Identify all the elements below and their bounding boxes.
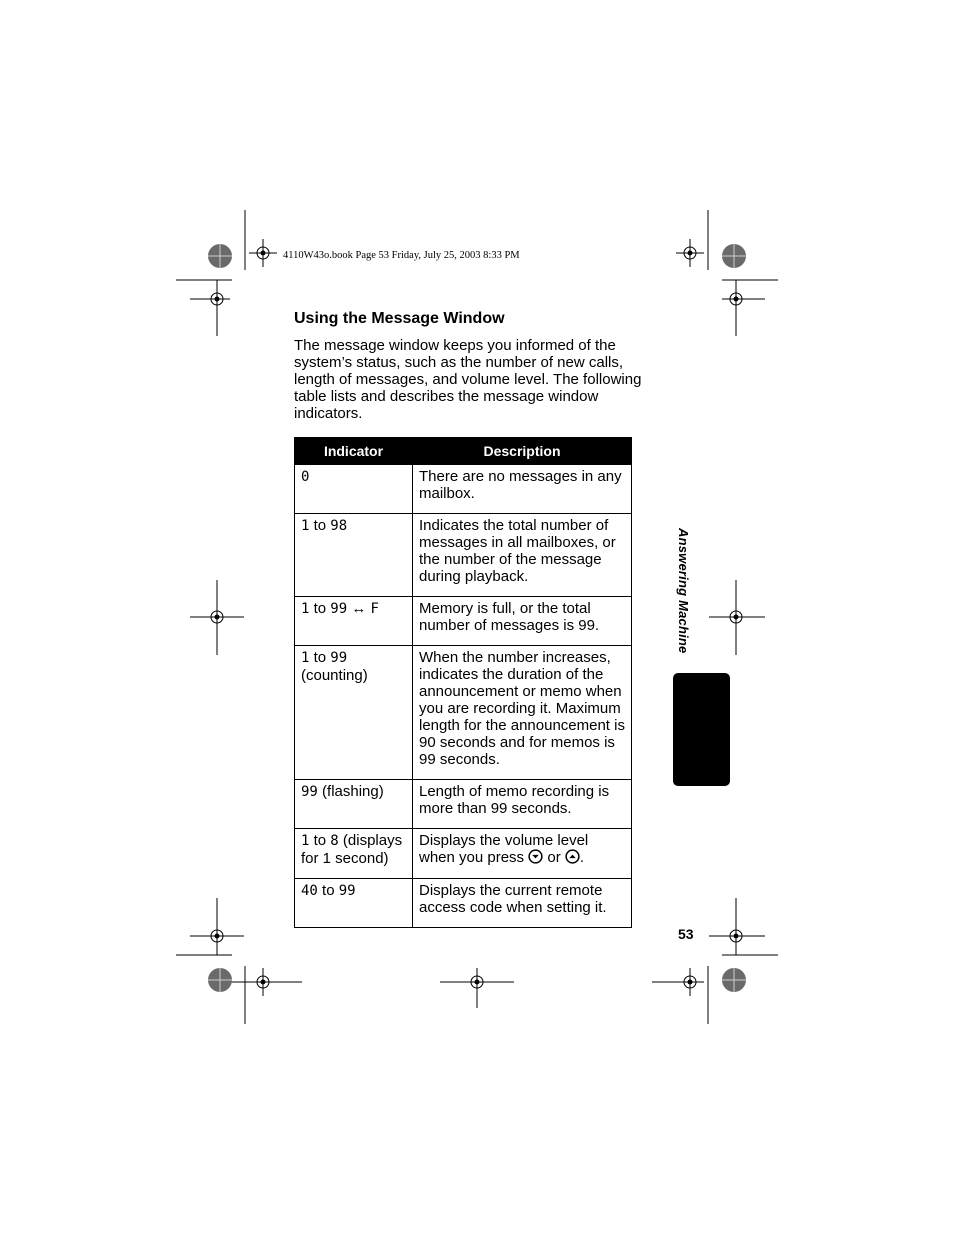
display-digits: 99 — [301, 784, 318, 800]
indicator-text: (flashing) — [317, 783, 384, 800]
display-digits: 99 — [330, 601, 348, 617]
description-cell: There are no messages in any mailbox. — [413, 465, 632, 514]
side-tab-label: Answering Machine — [676, 528, 691, 654]
indicator-text: to — [309, 517, 331, 534]
description-cell: Memory is full, or the total number of messages is 99. — [413, 597, 632, 646]
description-column-header: Description — [413, 438, 632, 465]
color-target-icon — [208, 244, 746, 992]
print-header: 4110W43o.book Page 53 Friday, July 25, 2003 8:33 PM — [283, 250, 520, 261]
indicator-text: (displays for 1 second) — [301, 832, 403, 867]
display-digits: 8 — [330, 833, 339, 849]
indicator-text: to — [309, 649, 331, 666]
page-number: 53 — [678, 926, 694, 942]
display-digits: 0 — [301, 469, 310, 485]
indicator-column-header: Indicator — [295, 438, 413, 465]
indicator-text: (counting) — [301, 667, 368, 684]
registration-mark-icon — [190, 239, 765, 1008]
description-cell: Length of memo recording is more than 99 seconds. — [413, 780, 632, 829]
description-text: Displays the volume level when you press — [419, 832, 589, 866]
description-cell: Displays the current remote access code when setting it. — [413, 879, 632, 928]
intro-paragraph: The message window keeps you informed of the system’s status, such as the number of new calls, length of messages, and volume level. The following table lists and describes the message window indicators. — [294, 337, 642, 422]
indicator-text: to — [309, 600, 331, 617]
indicator-text: to — [309, 832, 331, 849]
display-digits: 40 — [301, 883, 318, 899]
section-title: Using the Message Window — [294, 310, 505, 327]
description-cell: Indicates the total number of messages in all mailboxes, or the number of the message during playback. — [413, 514, 632, 597]
display-digits: 1 — [301, 601, 310, 617]
alternating-arrow: ↔ — [347, 600, 371, 617]
display-digits: 99 — [330, 650, 348, 666]
description-text: . — [579, 849, 585, 866]
display-digits: 98 — [330, 518, 348, 534]
display-digits: 1 — [301, 518, 310, 534]
description-text: or — [543, 849, 565, 866]
registration-dot-icon — [215, 251, 739, 985]
display-digits: 1 — [301, 833, 310, 849]
display-digits: 99 — [338, 883, 356, 899]
display-digits: 1 — [301, 650, 310, 666]
description-cell: When the number increases, indicates the duration of the announcement or memo when you are recording it. Maximum length for the announcement is 90 seconds and for memos is 99 seconds. — [413, 646, 632, 780]
indicator-text: to — [317, 882, 339, 899]
display-digits: F — [370, 601, 379, 617]
